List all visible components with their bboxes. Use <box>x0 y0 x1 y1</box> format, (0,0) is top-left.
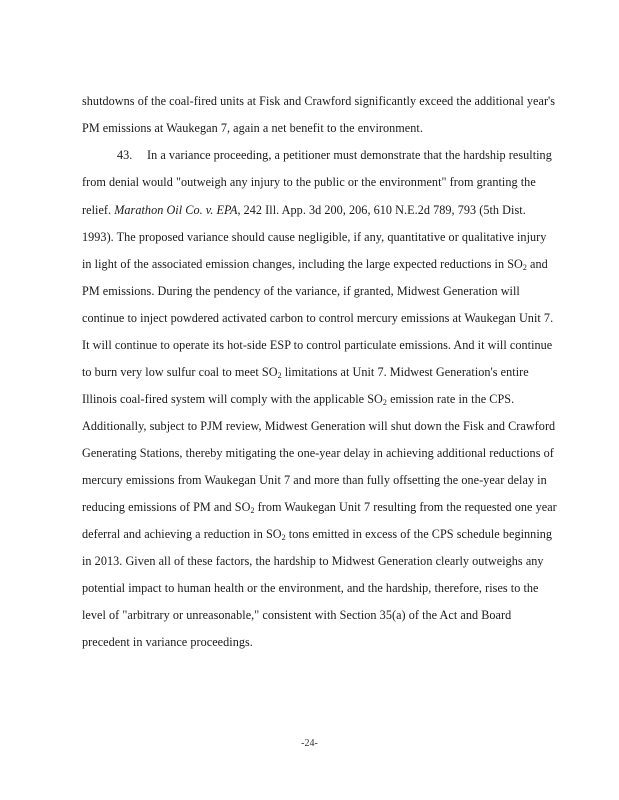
text-segment: and <box>526 257 548 271</box>
text-line: PM emissions at Waukegan 7, again a net benefit to the environment. <box>82 121 423 135</box>
text-segment: , 242 Ill. App. 3d 200, 206, 610 N.E.2d 789, 793 (5th Dist. <box>237 203 526 217</box>
subscript: 2 <box>277 371 282 380</box>
text-line: potential impact to human health or the environment, and the hardship, therefore, rises to the <box>82 581 539 595</box>
text-segment: from Waukegan Unit 7 resulting from the requested one year <box>254 500 557 514</box>
subscript: 2 <box>281 533 286 542</box>
text-segment: in light of the associated emission changes, including the large expected reductions in SO <box>82 257 523 271</box>
text-segment: reducing emissions of PM and SO <box>82 500 251 514</box>
text-line <box>82 500 557 514</box>
case-citation: Marathon Oil Co. v. EPA <box>114 203 238 217</box>
text-line <box>82 365 529 379</box>
text-segment: Illinois coal-fired system will comply with the applicable SO <box>82 392 383 406</box>
text-segment: to burn very low sulfur coal to meet SO <box>82 365 278 379</box>
text-line: mercury emissions from Waukegan Unit 7 and more than fully offsetting the one-year delay in <box>82 473 547 487</box>
text-segment: tons emitted in excess of the CPS schedule beginning <box>285 527 553 541</box>
text-segment: deferral and achieving a reduction in SO <box>82 527 282 541</box>
subscript: 2 <box>382 398 387 407</box>
text-segment: limitations at Unit 7. Midwest Generation's entire <box>281 365 529 379</box>
text-segment: emission rate in the CPS. <box>386 392 515 406</box>
paragraph-number: 43. <box>117 148 133 162</box>
text-line <box>82 527 552 541</box>
subscript: 2 <box>522 263 527 272</box>
text-line: precedent in variance proceedings. <box>82 635 253 649</box>
page-number: -24- <box>301 738 318 749</box>
text-line: Generating Stations, thereby mitigating the one-year delay in achieving additional reductions of <box>82 446 554 460</box>
text-line: 1993). The proposed variance should cause negligible, if any, quantitative or qualitative injury <box>82 230 547 244</box>
text-line: In a variance proceeding, a petitioner must demonstrate that the hardship resulting <box>147 148 552 162</box>
text-line: PM emissions. During the pendency of the variance, if granted, Midwest Generation will <box>82 284 520 298</box>
text-line: level of "arbitrary or unreasonable," consistent with Section 35(a) of the Act and Board <box>82 608 512 622</box>
text-line: shutdowns of the coal-fired units at Fisk and Crawford significantly exceed the additional year's <box>82 94 556 108</box>
text-line: from denial would "outweigh any injury to the public or the environment" from granting the <box>82 175 536 189</box>
text-line: in 2013. Given all of these factors, the hardship to Midwest Generation clearly outweighs any <box>82 554 544 568</box>
text-line <box>82 257 548 271</box>
text-segment: relief. <box>82 203 115 217</box>
text-line: continue to inject powdered activated carbon to control mercury emissions at Waukegan Unit 7. <box>82 311 554 325</box>
text-line: Additionally, subject to PJM review, Midwest Generation will shut down the Fisk and Crawford <box>82 419 556 433</box>
subscript: 2 <box>250 506 255 515</box>
text-line: It will continue to operate its hot-side ESP to control particulate emissions. And it will continue <box>82 338 553 352</box>
text-line <box>82 392 514 406</box>
text-line <box>82 203 526 217</box>
